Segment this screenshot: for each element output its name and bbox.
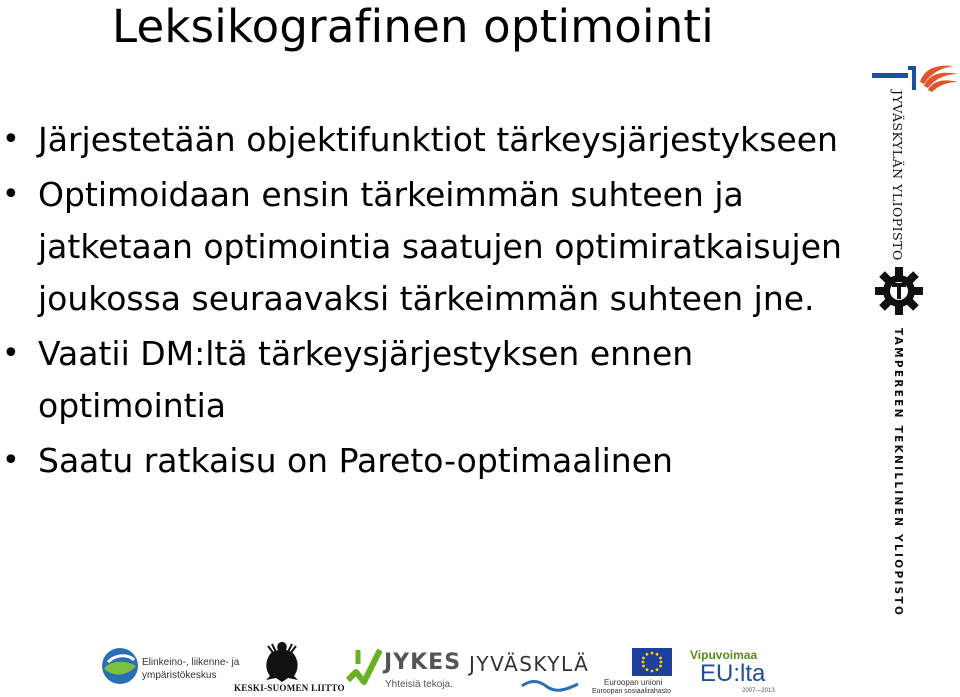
jyvaskyla-text: JYVÄSKYLÄ: [469, 652, 590, 676]
jykes-tagline: Yhteisiä tekoja.: [385, 679, 453, 690]
bullet-item: • Saatu ratkaisu on Pareto-optimaalinen: [0, 435, 850, 487]
ely-line2: ympäristökeskus: [142, 670, 217, 681]
ely-logo-icon: [100, 646, 140, 686]
jyu-emblem-icon: [862, 60, 960, 94]
vipu-line1: Vipuvoimaa: [690, 648, 758, 662]
partner-logos: [0, 630, 960, 697]
jyu-logo-text: JYVÄSKYLÄN YLIOPISTO: [890, 90, 905, 261]
eu-line2: Euroopan sosiaalirahasto: [592, 688, 671, 695]
tut-logo-text: TAMPEREEN TEKNILLINEN YLIOPISTO: [892, 328, 904, 618]
bullet-list: [0, 114, 850, 490]
jykes-text: JYKES: [384, 650, 462, 675]
bullet-item: • Optimoidaan ensin tärkeimmän suhteen ja jatketaan optimointia saatujen optimiratkaisujen joukossa seuraavaksi tärkeimmän suhteen jne.: [0, 169, 850, 325]
vipu-years: 2007—2013: [742, 688, 775, 694]
tut-gear-icon: [874, 266, 924, 316]
jyvaskyla-wave-icon: [520, 678, 580, 692]
jykes-mark-icon: [346, 642, 382, 686]
vipu-line2: EU:lta: [700, 660, 766, 687]
side-logos: [862, 60, 960, 620]
capercaillie-icon: [262, 640, 302, 684]
bullet-item: • Vaatii DM:ltä tärkeysjärjestyksen ennen optimointia: [0, 328, 850, 432]
eu-line1: Euroopan unioni: [604, 678, 663, 687]
slide-title: Leksikografinen optimointi: [112, 0, 714, 53]
ely-line1: Elinkeino-, liikenne- ja: [142, 657, 240, 668]
ksl-text: KESKI-SUOMEN LIITTO: [234, 683, 345, 693]
bullet-item: • Järjestetään objektifunktiot tärkeysjärjestykseen: [0, 114, 850, 166]
eu-flag-icon: [632, 648, 672, 676]
